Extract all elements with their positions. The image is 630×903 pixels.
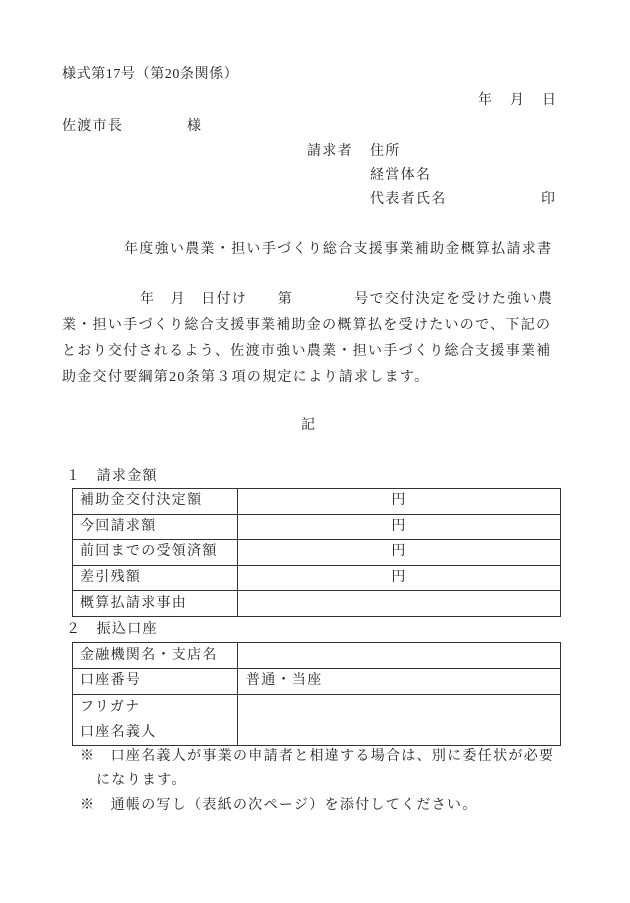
table-row (73, 694, 561, 745)
body-line: 助金交付要綱第20条第３項の規定により請求します。 (62, 370, 430, 385)
applicant-label: 請求者 (307, 144, 353, 159)
row-value-empty (238, 643, 561, 669)
ki-heading: 記 (301, 418, 317, 433)
table-row (73, 669, 561, 695)
form-number: 様式第17号（第20条関係） (62, 67, 239, 82)
note-line: ※ 口座名義人が事業の申請者と相違する場合は、別に委任状が必要 (80, 749, 555, 764)
table-row (73, 643, 561, 669)
table-row (73, 514, 561, 540)
row-value-empty (238, 694, 561, 745)
row-label: フリガナ (80, 699, 141, 715)
table-row (73, 565, 561, 591)
body-line: 年 月 日付け 第 号で交付決定を受けた強い農 (140, 292, 554, 307)
row-value-empty (238, 591, 561, 617)
row-value: 円 (238, 489, 561, 515)
row-label: 今回請求額 (73, 514, 238, 540)
seal-mark: 印 (541, 192, 557, 207)
row-label: 差引残額 (73, 565, 238, 591)
date-line: 年 月 日 (478, 93, 558, 108)
table-row (73, 540, 561, 566)
row-label: 概算払請求事由 (73, 591, 238, 617)
claim-amount-heading: １ 請求金額 (66, 469, 158, 484)
bank-account-table (72, 642, 561, 746)
row-label: 金融機関名・支店名 (73, 643, 238, 669)
document-title: 年度強い農業・担い手づくり総合支援事業補助金概算払請求書 (124, 242, 553, 257)
addressee-honorific: 様 (187, 119, 203, 134)
row-value: 円 (238, 565, 561, 591)
applicant-representative-label: 代表者氏名 (370, 192, 447, 207)
applicant-address-label: 住所 (370, 144, 401, 159)
note-line: になります。 (96, 773, 187, 788)
row-value: 円 (238, 540, 561, 566)
row-label: 前回までの受領済額 (73, 540, 238, 566)
row-label: 口座番号 (73, 669, 238, 695)
note-line: ※ 通帳の写し（表紙の次ページ）を添付してください。 (80, 798, 478, 813)
row-value: 円 (238, 514, 561, 540)
table-row (73, 489, 561, 515)
row-value: 普通・当座 (238, 669, 561, 695)
row-label: 補助金交付決定額 (73, 489, 238, 515)
claim-amount-table (72, 488, 561, 617)
table-row (73, 591, 561, 617)
addressee-name: 佐渡市長 (62, 119, 124, 134)
body-line: 業・担い手づくり総合支援事業補助金の概算払を受けたいので、下記の (62, 318, 552, 333)
applicant-entity-label: 経営体名 (370, 168, 432, 183)
row-label-pair (73, 694, 238, 745)
body-line: とおり交付されるよう、佐渡市強い農業・担い手づくり総合支援事業補 (62, 344, 552, 359)
row-label: 口座名義人 (80, 724, 157, 740)
bank-account-heading: ２ 振込口座 (66, 622, 158, 637)
